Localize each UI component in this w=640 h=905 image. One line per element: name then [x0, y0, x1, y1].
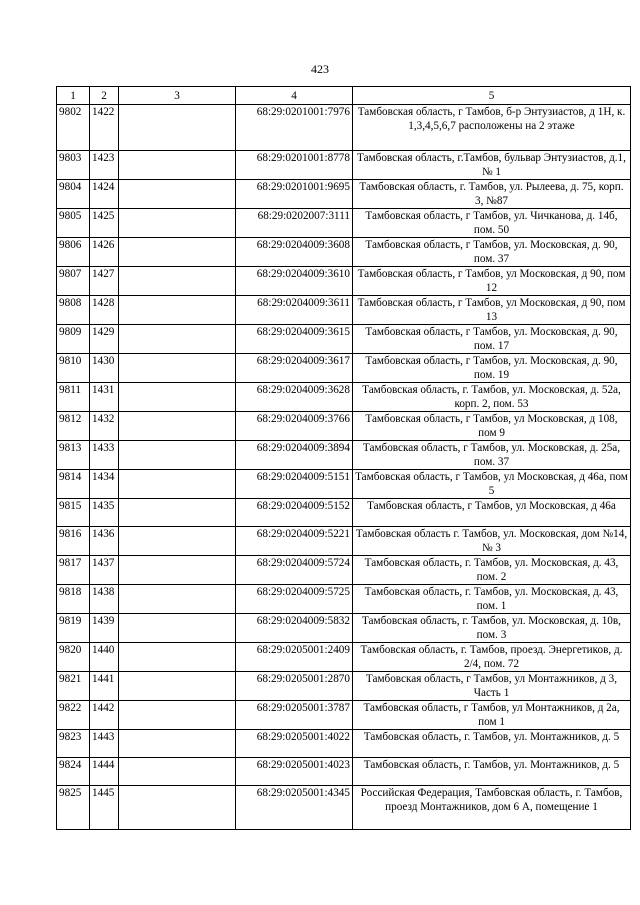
cell-empty: [119, 383, 236, 412]
table-row: [57, 383, 631, 412]
cell-empty: [119, 180, 236, 209]
cell-item-number: 1445: [90, 786, 119, 830]
cell-cadastral-number: 68:29:0205001:4022: [236, 730, 353, 758]
cell-record-number: 9817: [57, 556, 90, 585]
cell-record-number: 9811: [57, 383, 90, 412]
cell-record-number: 9814: [57, 470, 90, 499]
cell-record-number: 9804: [57, 180, 90, 209]
cell-cadastral-number: 68:29:0204009:3610: [236, 267, 353, 296]
cell-address: Тамбовская область, г Тамбов, ул Монтажников, д 2а, пом 1: [353, 701, 631, 730]
cell-address: Тамбовская область, г. Тамбов, ул. Московская, д. 10в, пом. 3: [353, 614, 631, 643]
cell-item-number: 1435: [90, 499, 119, 527]
column-header: 5: [353, 87, 631, 105]
cell-address: Тамбовская область, г Тамбов, ул Московская, д 108, пом 9: [353, 412, 631, 441]
table-row: [57, 238, 631, 267]
column-header: 1: [57, 87, 90, 105]
table-row: [57, 614, 631, 643]
cell-cadastral-number: 68:29:0201001:9695: [236, 180, 353, 209]
column-header: 2: [90, 87, 119, 105]
cell-cadastral-number: 68:29:0204009:3615: [236, 325, 353, 354]
cell-record-number: 9813: [57, 441, 90, 470]
table-row: [57, 672, 631, 701]
cell-cadastral-number: 68:29:0204009:3894: [236, 441, 353, 470]
cell-cadastral-number: 68:29:0201001:7976: [236, 105, 353, 151]
cell-cadastral-number: 68:29:0204009:3611: [236, 296, 353, 325]
cell-item-number: 1427: [90, 267, 119, 296]
cell-empty: [119, 296, 236, 325]
cell-record-number: 9821: [57, 672, 90, 701]
cell-empty: [119, 238, 236, 267]
table-row: [57, 209, 631, 238]
cell-empty: [119, 556, 236, 585]
cell-record-number: 9803: [57, 151, 90, 180]
cell-empty: [119, 470, 236, 499]
cell-address: Тамбовская область, г Тамбов, ул. Чичканова, д. 14б, пом. 50: [353, 209, 631, 238]
cell-item-number: 1430: [90, 354, 119, 383]
cell-address: Тамбовская область, г Тамбов, ул. Московская, д. 90, пом. 19: [353, 354, 631, 383]
cell-record-number: 9808: [57, 296, 90, 325]
cell-item-number: 1431: [90, 383, 119, 412]
cell-address: Тамбовская область, г. Тамбов, проезд. Энергетиков, д. 2/4, пом. 72: [353, 643, 631, 672]
cell-cadastral-number: 68:29:0205001:4345: [236, 786, 353, 830]
cell-item-number: 1439: [90, 614, 119, 643]
cell-item-number: 1441: [90, 672, 119, 701]
cell-address: Тамбовская область, г. Тамбов, ул. Московская, д. 43, пом. 2: [353, 556, 631, 585]
cell-record-number: 9815: [57, 499, 90, 527]
cell-empty: [119, 643, 236, 672]
table-row: [57, 267, 631, 296]
cell-empty: [119, 672, 236, 701]
cell-address: Тамбовская область, г. Тамбов, ул. Монтажников, д. 5: [353, 758, 631, 786]
cell-empty: [119, 701, 236, 730]
cell-empty: [119, 758, 236, 786]
cell-cadastral-number: 68:29:0205001:3787: [236, 701, 353, 730]
cell-record-number: 9825: [57, 786, 90, 830]
table-row: [57, 585, 631, 614]
table-row: [57, 412, 631, 441]
cell-address: Тамбовская область, г Тамбов, ул Монтажников, д 3, Часть 1: [353, 672, 631, 701]
table-row: [57, 758, 631, 786]
table-row: [57, 296, 631, 325]
cell-address: Тамбовская область, г.Тамбов, бульвар Энтузиастов, д.1, № 1: [353, 151, 631, 180]
table-row: [57, 701, 631, 730]
cell-item-number: 1425: [90, 209, 119, 238]
cell-item-number: 1432: [90, 412, 119, 441]
cell-empty: [119, 151, 236, 180]
cell-empty: [119, 325, 236, 354]
table-row: [57, 105, 631, 151]
cell-cadastral-number: 68:29:0204009:5832: [236, 614, 353, 643]
cell-item-number: 1444: [90, 758, 119, 786]
cell-cadastral-number: 68:29:0205001:2870: [236, 672, 353, 701]
cell-record-number: 9820: [57, 643, 90, 672]
cell-cadastral-number: 68:29:0204009:5724: [236, 556, 353, 585]
cell-item-number: 1440: [90, 643, 119, 672]
cell-address: Тамбовская область, г Тамбов, ул Московская, д 90, пом 13: [353, 296, 631, 325]
page-number: 423: [311, 62, 329, 76]
table-row: [57, 180, 631, 209]
table-row: [57, 643, 631, 672]
cell-address: Тамбовская область, г Тамбов, ул Московская, д 46а: [353, 499, 631, 527]
cell-cadastral-number: 68:29:0204009:5221: [236, 527, 353, 556]
cell-empty: [119, 786, 236, 830]
cell-cadastral-number: 68:29:0204009:3617: [236, 354, 353, 383]
cell-cadastral-number: 68:29:0204009:3608: [236, 238, 353, 267]
table-row: [57, 556, 631, 585]
cell-cadastral-number: 68:29:0205001:4023: [236, 758, 353, 786]
cell-record-number: 9818: [57, 585, 90, 614]
table-row: [57, 325, 631, 354]
cell-cadastral-number: 68:29:0202007:3111: [236, 209, 353, 238]
cell-address: Тамбовская область, г. Тамбов, ул. Монтажников, д. 5: [353, 730, 631, 758]
cell-record-number: 9802: [57, 105, 90, 151]
cell-record-number: 9806: [57, 238, 90, 267]
cell-empty: [119, 412, 236, 441]
cell-cadastral-number: 68:29:0204009:3766: [236, 412, 353, 441]
table-row: [57, 151, 631, 180]
cell-record-number: 9824: [57, 758, 90, 786]
cell-empty: [119, 499, 236, 527]
cell-address: Тамбовская область, г Тамбов, ул. Московская, д. 25а, пом. 37: [353, 441, 631, 470]
header-row: [57, 87, 631, 105]
cell-empty: [119, 730, 236, 758]
cell-item-number: 1426: [90, 238, 119, 267]
cell-address: Тамбовская область, г. Тамбов, ул. Рылеева, д. 75, корп. 3, №87: [353, 180, 631, 209]
cell-record-number: 9819: [57, 614, 90, 643]
cell-cadastral-number: 68:29:0204009:5725: [236, 585, 353, 614]
cell-record-number: 9823: [57, 730, 90, 758]
cell-item-number: 1433: [90, 441, 119, 470]
cell-address: Тамбовская область, г Тамбов, ул. Московская, д. 90, пом. 17: [353, 325, 631, 354]
cell-item-number: 1434: [90, 470, 119, 499]
cell-record-number: 9822: [57, 701, 90, 730]
cell-address: Тамбовская область г. Тамбов, ул. Московская, дом №14, № 3: [353, 527, 631, 556]
cell-address: Тамбовская область, г Тамбов, ул. Московская, д. 90, пом. 37: [353, 238, 631, 267]
table-body: [57, 105, 631, 830]
cell-item-number: 1422: [90, 105, 119, 151]
cell-empty: [119, 585, 236, 614]
table-row: [57, 470, 631, 499]
cell-item-number: 1443: [90, 730, 119, 758]
column-header: 3: [119, 87, 236, 105]
cell-empty: [119, 441, 236, 470]
cell-address: Тамбовская область, г Тамбов, ул Московская, д 46а, пом 5: [353, 470, 631, 499]
cell-record-number: 9812: [57, 412, 90, 441]
cell-record-number: 9807: [57, 267, 90, 296]
table-row: [57, 527, 631, 556]
cell-item-number: 1423: [90, 151, 119, 180]
table-row: [57, 786, 631, 830]
cell-cadastral-number: 68:29:0204009:3628: [236, 383, 353, 412]
cell-item-number: 1438: [90, 585, 119, 614]
cell-item-number: 1437: [90, 556, 119, 585]
table-row: [57, 499, 631, 527]
table-row: [57, 730, 631, 758]
cell-empty: [119, 614, 236, 643]
cell-address: Российская Федерация, Тамбовская область, г. Тамбов, проезд Монтажников, дом 6 А, помещение 1: [353, 786, 631, 830]
cell-address: Тамбовская область, г Тамбов, ул Московская, д 90, пом 12: [353, 267, 631, 296]
cell-record-number: 9810: [57, 354, 90, 383]
cell-cadastral-number: 68:29:0204009:5152: [236, 499, 353, 527]
cell-item-number: 1428: [90, 296, 119, 325]
cell-item-number: 1442: [90, 701, 119, 730]
cell-empty: [119, 354, 236, 383]
cell-empty: [119, 209, 236, 238]
cell-record-number: 9816: [57, 527, 90, 556]
cell-item-number: 1424: [90, 180, 119, 209]
register-table: [56, 86, 631, 830]
column-header: 4: [236, 87, 353, 105]
cell-empty: [119, 105, 236, 151]
table-row: [57, 354, 631, 383]
cell-record-number: 9805: [57, 209, 90, 238]
cell-empty: [119, 527, 236, 556]
cell-address: Тамбовская область, г. Тамбов, ул. Московская, д. 52а, корп. 2, пом. 53: [353, 383, 631, 412]
cell-record-number: 9809: [57, 325, 90, 354]
cell-address: Тамбовская область, г Тамбов, б-р Энтузиастов, д 1Н, к. 1,3,4,5,6,7 расположены на 2 этаже: [353, 105, 631, 151]
cell-item-number: 1436: [90, 527, 119, 556]
cell-cadastral-number: 68:29:0201001:8778: [236, 151, 353, 180]
cell-address: Тамбовская область, г. Тамбов, ул. Московская, д. 43, пом. 1: [353, 585, 631, 614]
cell-item-number: 1429: [90, 325, 119, 354]
cell-empty: [119, 267, 236, 296]
table-row: [57, 441, 631, 470]
cell-cadastral-number: 68:29:0205001:2409: [236, 643, 353, 672]
cell-cadastral-number: 68:29:0204009:5151: [236, 470, 353, 499]
